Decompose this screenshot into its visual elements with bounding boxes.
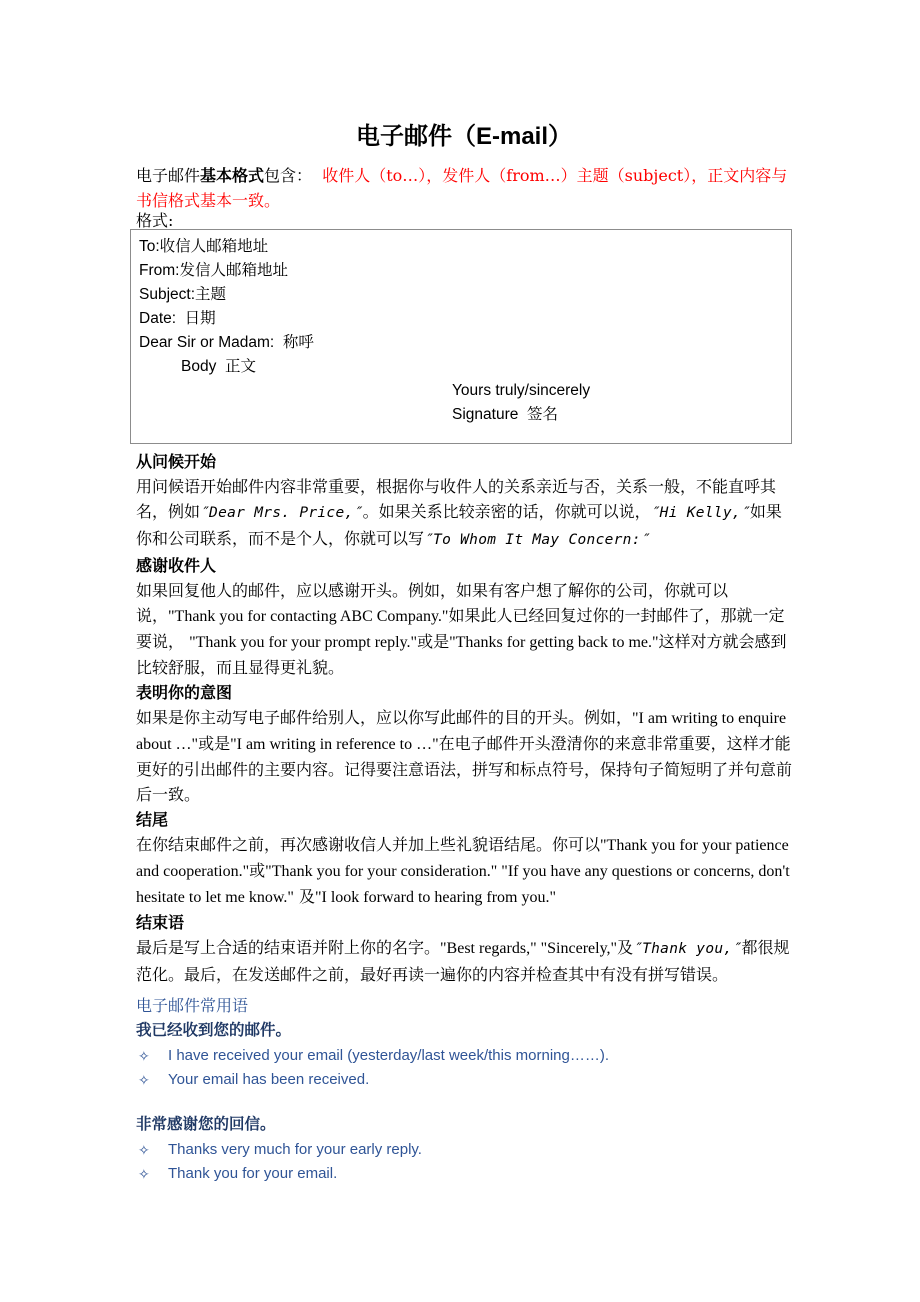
section-heading: 感谢收件人: [136, 556, 217, 575]
format-line-salutation: Dear Sir or Madam: 称呼: [139, 334, 314, 351]
phrase-text: Thank you for your email.: [168, 1165, 338, 1182]
section-closing-words: [136, 910, 792, 987]
list-item: [136, 1162, 792, 1186]
section-paragraph: [136, 832, 792, 910]
text-run: 或是: [417, 632, 450, 651]
format-line-body: Body 正文: [181, 358, 256, 375]
phrase-text: Your email has been received.: [168, 1071, 370, 1088]
text-run: 用问候语开始邮件内容非常重要，根据你与收件人的关系亲近与否，关系一般，不能直呼其名，例如: [136, 477, 777, 521]
text-run: "Thank you for contacting ABC Company.": [168, 608, 449, 625]
text-run: 如果此人已经回复过你的一封邮件了，那就一定要说，: [136, 606, 785, 651]
text-run: "Thanks for getting back to me.": [449, 634, 659, 651]
text-run: 在电子邮件开头澄清你的来意非常重要，这样才能更好的引出邮件的主要内容。记得要注意语法，拼写和标点符号，保持句子简短明了并句意前后一致。: [136, 734, 793, 804]
section-paragraph: [136, 935, 792, 987]
diamond-bullet-icon: ✧: [138, 1142, 150, 1158]
text-run: 如果你和公司联系，而不是个人，你就可以写: [136, 502, 782, 548]
phrase-group-heading: 非常感谢您的回信。: [136, 1116, 276, 1133]
section-thank-recipient: [136, 553, 792, 680]
text-run: ″Dear Mrs. Price,″: [200, 505, 363, 521]
text-run: 及: [617, 938, 634, 957]
list-item: [136, 1138, 792, 1162]
format-line-date: Date: 日期: [139, 310, 216, 327]
phrase-group-heading: 我已经收到您的邮件。: [136, 1022, 292, 1039]
text-run: "Best regards," "Sincerely,": [440, 940, 618, 957]
format-line-to: To:收信人邮箱地址: [139, 238, 269, 255]
phrase-group-received: [136, 1018, 792, 1092]
phrase-group-thanks-reply: [136, 1112, 792, 1186]
text-run: "Thank you for your patience and cooperation.": [136, 837, 793, 880]
format-line-signature: Signature 签名: [452, 406, 558, 423]
intro-paragraph: [136, 163, 792, 213]
text-run: 在你结束邮件之前，再次感谢收信人并加上些礼貌语结尾。你可以: [136, 835, 601, 854]
email-format-box: [130, 229, 792, 444]
text-run: ″Hi Kelly,″: [650, 505, 750, 521]
text-run: "I look forward to hearing from you.": [315, 889, 556, 906]
text-run: 基本格式: [200, 166, 265, 185]
phrase-text: I have received your email (yesterday/last week/this morning……).: [168, 1047, 610, 1064]
text-run: ″To Whom It May Concern:″: [424, 532, 650, 548]
text-run: 如果回复他人的邮件，应以感谢开头。例如，如果有客户想了解你的公司，你就可以说，: [136, 581, 729, 625]
format-line-from: From:发信人邮箱地址: [139, 262, 288, 279]
text-run: 收件人（to…），发件人（from…）主题（subject），正文内容与书信格式基本一致。: [136, 166, 788, 210]
format-line-closing: Yours truly/sincerely: [452, 382, 591, 399]
diamond-bullet-icon: ✧: [138, 1166, 150, 1182]
section-ending: [136, 807, 792, 910]
text-run: 都很规范化。最后，在发送邮件之前，最好再读一遍你的内容并检查其中有没有拼写错误。: [136, 938, 790, 984]
text-run: 或是: [198, 734, 231, 753]
text-run: 或: [249, 861, 266, 880]
text-run: "Thank you for your prompt reply.": [189, 634, 418, 651]
section-paragraph: [136, 578, 792, 680]
text-run: 最后是写上合适的结束语并附上你的名字。: [136, 938, 441, 957]
section-heading: 结束语: [136, 913, 185, 932]
diamond-bullet-icon: ✧: [138, 1072, 150, 1088]
phrase-text: Thanks very much for your early reply.: [168, 1141, 422, 1158]
format-label: 格式:: [136, 211, 174, 230]
text-run: 如果是你主动写电子邮件给别人，应以你写此邮件的目的开头。例如，: [136, 708, 633, 727]
text-run: 。如果关系比较亲密的话，你就可以说，: [362, 502, 651, 521]
text-run: "Thank you for your consideration." "If you have any questions or concerns, don't hesitate to let me know.": [136, 863, 794, 906]
section-heading: 表明你的意图: [136, 683, 233, 702]
page-title: 电子邮件（E-mail）: [355, 123, 573, 150]
text-run: "I am writing to enquire about …": [136, 710, 791, 753]
text-run: 包含：: [264, 166, 323, 185]
format-line-subject: Subject:主题: [139, 286, 227, 303]
section-heading: 结尾: [136, 810, 169, 829]
text-run: "I am writing in reference to …": [230, 736, 439, 753]
format-closing-block: [452, 379, 781, 427]
section-paragraph: [136, 474, 792, 553]
list-item: [136, 1068, 792, 1092]
text-run: 及: [293, 887, 315, 906]
section-heading: 从问候开始: [136, 452, 217, 471]
text-run: 这样对方就会感到比较舒服，而且显得更礼貌。: [136, 632, 787, 677]
section-state-intent: [136, 680, 792, 807]
common-phrases-title: 电子邮件常用语: [136, 996, 249, 1015]
section-greeting: [136, 449, 792, 553]
section-paragraph: [136, 705, 792, 807]
text-run: 电子邮件: [136, 166, 201, 185]
list-item: [136, 1044, 792, 1068]
text-run: ″Thank you,″: [633, 941, 742, 957]
diamond-bullet-icon: ✧: [138, 1048, 150, 1064]
